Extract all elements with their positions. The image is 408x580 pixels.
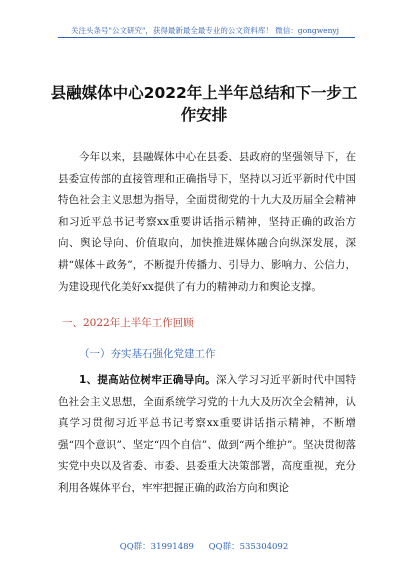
footer-qq-group-2: QQ群：535304092 bbox=[208, 542, 289, 552]
document-title bbox=[42, 82, 366, 126]
title-line-2: 作安排 bbox=[180, 106, 228, 124]
subsection-heading: （一）夯实基石强化党建工作 bbox=[79, 348, 216, 360]
item-lead: 1、提高站位树牢正确导向。 bbox=[79, 374, 217, 386]
title-line-1: 县融媒体中心2022年上半年总结和下一步工 bbox=[50, 84, 358, 102]
section-heading: 一、2022年上半年工作回顾 bbox=[62, 317, 194, 329]
footer-qq-group-1: QQ群：31991489 bbox=[119, 542, 194, 552]
item-paragraph bbox=[58, 370, 356, 500]
footer-contacts bbox=[0, 540, 408, 552]
intro-paragraph: 今年以来，县融媒体中心在县委、县政府的坚强领导下，在县委宣传部的直接管理和正确指导下，坚持以习近平新时代中国特色社会主义思想为指导，全面贯彻党的十九大及历届全会精神和习近平总书记考察xx重要讲话指示精神，坚持正确的政治方向、舆论导向、价值取向，加快推进媒体融合向纵深发展，深耕“媒体＋政务”，不断提升传播力、引导力、影响力、公信力，为建设现代化美好xx提供了有力的精神动力和舆论支撑。 bbox=[58, 151, 356, 293]
item-body: 深入学习习近平新时代中国特色社会主义思想，全面系统学习党的十九大及历次全会精神，认真学习贯彻习近平总书记考察xx重要讲话指示精神，不断增强“四个意识”、坚定“四个自信”、做到“两个维护”。坚决贯彻落实党中央以及省委、市委、县委重大决策部署，高度重视，充分利用各媒体平台，牢牢把握正确的政治方向和舆论 bbox=[58, 374, 356, 494]
header-promo-note: 关注头条号"公文研究"，获得最新最全最专业的公文资料库！ 微信：gongwenyj bbox=[71, 26, 339, 35]
header-divider bbox=[58, 37, 355, 38]
